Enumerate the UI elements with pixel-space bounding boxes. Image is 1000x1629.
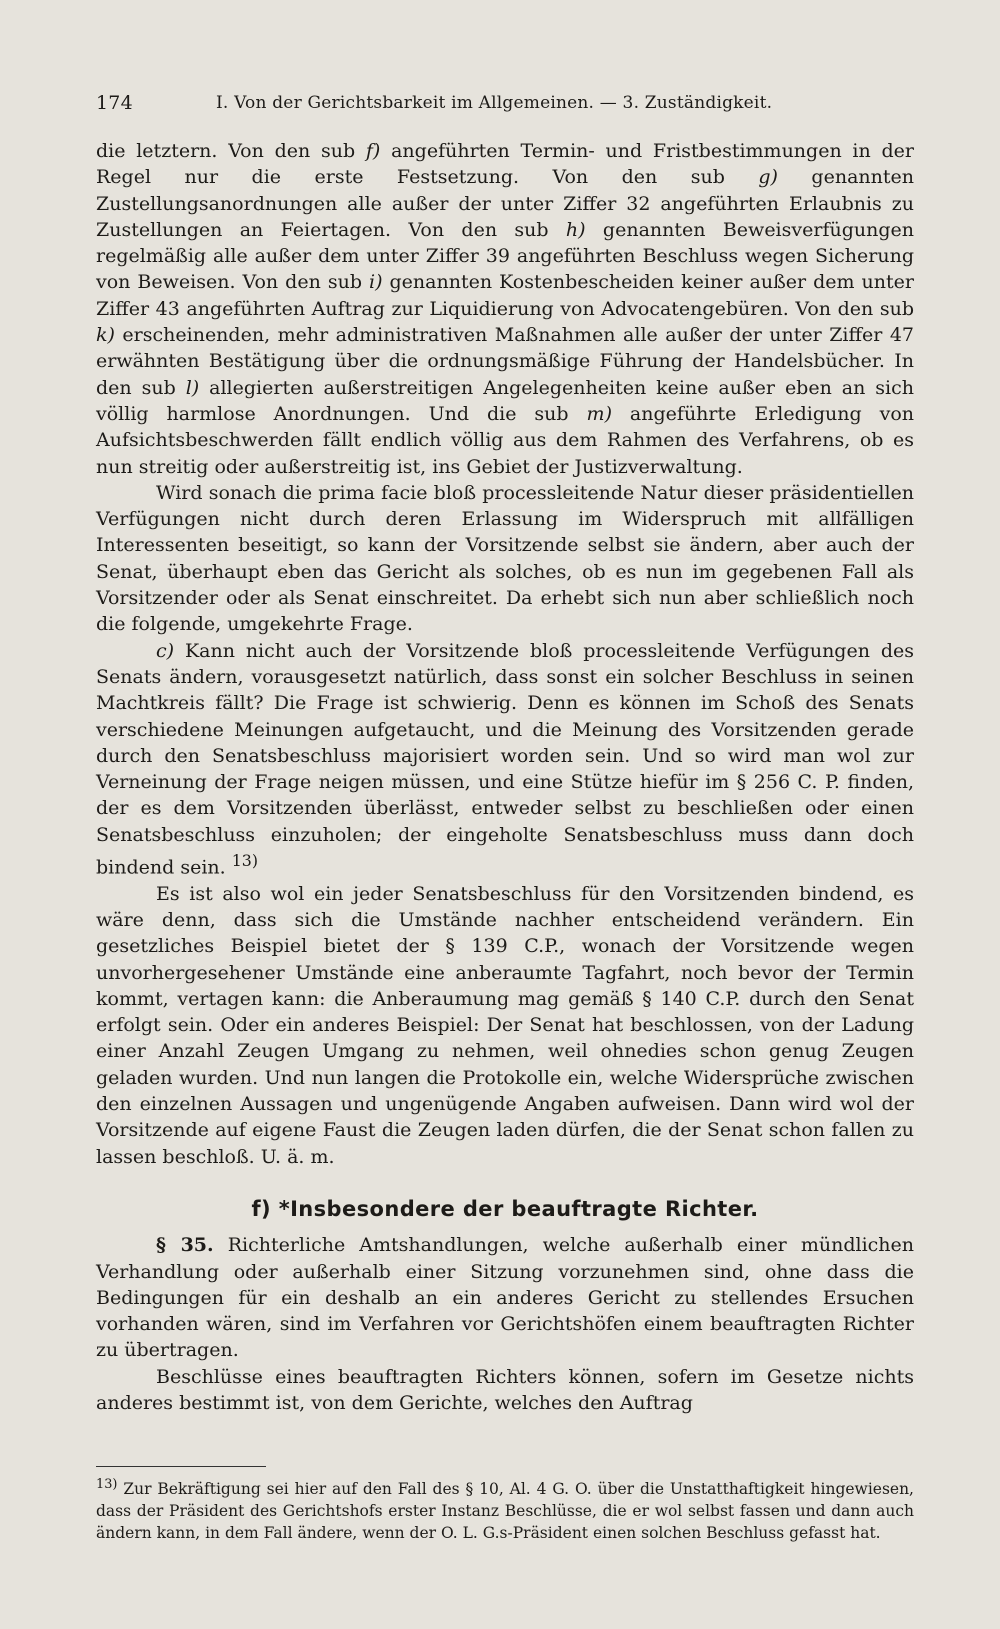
paragraph-text: genannten Beweisverfügungen regelmäßig alle außer dem unter Ziffer 39 angeführten Beschluss wegen Sicherung von Beweisen. Von den sub — [96, 218, 914, 294]
footnote-text: Zur Bekräftigung sei hier auf den Fall des § 10, Al. 4 G. O. über die Unstatthaftigkeit hingewiesen, dass der Präsident des Gerichtshofs erster Instanz Beschlüsse, die er wol selbst fassen und dann auch ändern kann, in dem Fall ändere, wenn der O. L. G.s-Präsident einen solchen Beschluss gefasst hat. — [96, 1480, 914, 1543]
paragraph: Beschlüsse eines beauftragten Richters können, sofern im Gesetze nichts anderes bestimmt ist, von dem Gerichte, welches den Auftrag — [96, 1365, 914, 1414]
paragraph-text: angeführte Erledigung von Aufsichtsbeschwerden fällt endlich völlig aus dem Rahmen des Verfahrens, ob es nun streitig oder außerstreitig ist, ins Gebiet der Justizverwaltung. — [96, 402, 915, 478]
section-number: § 35. — [156, 1234, 214, 1257]
running-title: I. Von der Gerichtsbarkeit im Allgemeinen. — 3. Zuständigkeit. — [216, 93, 773, 113]
paragraph-section — [96, 1232, 914, 1363]
page-body — [96, 138, 914, 1416]
page-number: 174 — [96, 92, 133, 114]
paragraph-text: genannten Zustellungsanordnungen alle außer der unter Ziffer 32 angeführten Erlaubnis zu Zustellungen an Feiertagen. Von den sub — [96, 166, 914, 241]
paragraph-text: angeführten Termin- und Fristbestimmungen in der Regel nur die erste Festsetzung. Von den sub — [96, 140, 914, 189]
item-ref: l) — [185, 376, 200, 399]
item-ref: m) — [586, 402, 612, 425]
paragraph-continued — [96, 138, 914, 480]
paragraph-text: die letztern. Von den sub — [96, 140, 366, 162]
item-ref: i) — [369, 271, 383, 294]
paragraph: Es ist also wol ein jeder Senatsbeschluss für den Vorsitzenden bindend, es wäre denn, dass sich die Umstände nachher entscheidend verändern. Ein gesetzliches Beispiel bietet der § 139 C.P., wonach der Vorsitzende wegen unvorhergesehener Umstände eine anberaumte Tagfahrt, noch bevor der Termin kommt, vertagen kann: die Anberaumung mag gemäß § 140 C.P. durch den Senat erfolgt sein. Oder ein anderes Beispiel: Der Senat hat beschlossen, von der Ladung einer Anzahl Zeugen Umgang zu nehmen, weil ohnedies schon genug Zeugen geladen wurden. Und nun langen die Protokolle ein, welche Widersprüche zwischen den einzelnen Aussagen und ungenügende Angaben aufweisen. Dann wird wol der Vorsitzende auf eigene Faust die Zeugen laden dürfen, die der Senat schon fallen zu lassen beschloß. U. ä. m. — [96, 882, 914, 1168]
paragraph-text: Richterliche Amtshandlungen, welche außerhalb einer mündlichen Verhandlung oder außerhalb einer Sitzung vorzunehmen sind, ohne dass die Bedingungen für ein deshalb an ein anderes Gericht zu stellendes Ersuchen vorhanden wären, sind im Verfahren vor Gerichtshöfen einem beauftragten Richter zu übertragen. — [96, 1234, 914, 1362]
footnote-divider — [96, 1466, 266, 1467]
paragraph-text: Kann nicht auch der Vorsitzende bloß processleitende Verfügungen des Senats ändern, vorausgesetzt natürlich, dass sonst ein solcher Beschluss in seinen Machtkreis fällt? Die Frage ist schwierig. Denn es können im Schoß des Senats verschiedene Meinungen aufgetaucht, und die Meinung des Vorsitzenden gerade durch den Senatsbeschluss majorisiert worden sein. Und so wird man wol zur Verneinung der Frage neigen müssen, und eine Stütze hiefür im § 256 C. P. finden, der es dem Vorsitzenden überlässt, entweder selbst zu beschließen oder einen Senatsbeschluss einzuholen; der eingeholte Senatsbeschluss muss dann doch bindend sein. — [96, 639, 914, 879]
paragraph-text: erscheinenden, mehr administrativen Maßnahmen alle außer der unter Ziffer 47 erwähnten Bestätigung über die ordnungsmäßige Führung der Handelsbücher. In den sub — [96, 324, 914, 399]
item-label: c) — [156, 639, 175, 662]
item-ref: k) — [96, 324, 115, 347]
paragraph: Wird sonach die prima facie bloß processleitende Natur dieser präsidentiellen Verfügungen nicht durch deren Erlassung im Widerspruch mit allfälligen Interessenten beseitigt, so kann der Vorsitzende selbst sie ändern, aber auch der Senat, überhaupt eben das Gericht als solches, ob es nun im gegebenen Fall als Vorsitzender oder als Senat einschreitet. Da erhebt sich nun aber schließlich noch die folgende, umgekehrte Frage. — [96, 481, 914, 636]
footnote-ref: 13) — [231, 851, 259, 871]
paragraph-text: allegierten außerstreitigen Angelegenheiten keine außer eben an sich völlig harmlose Anordnungen. Und die sub — [96, 376, 914, 425]
item-ref: g) — [758, 166, 778, 189]
footnote — [96, 1474, 914, 1544]
item-ref: h) — [565, 218, 586, 241]
item-ref: f) — [365, 140, 381, 162]
paragraph-text: genannten Kostenbescheiden keiner außer dem unter Ziffer 43 angeführten Auftrag zur Liquidierung von Advocatengebüren. Von den sub — [96, 271, 914, 320]
footnote-mark: 13) — [96, 1477, 118, 1492]
section-heading: f) *Insbesondere der beauftragte Richter. — [251, 1196, 759, 1221]
paragraph-c — [96, 638, 914, 881]
